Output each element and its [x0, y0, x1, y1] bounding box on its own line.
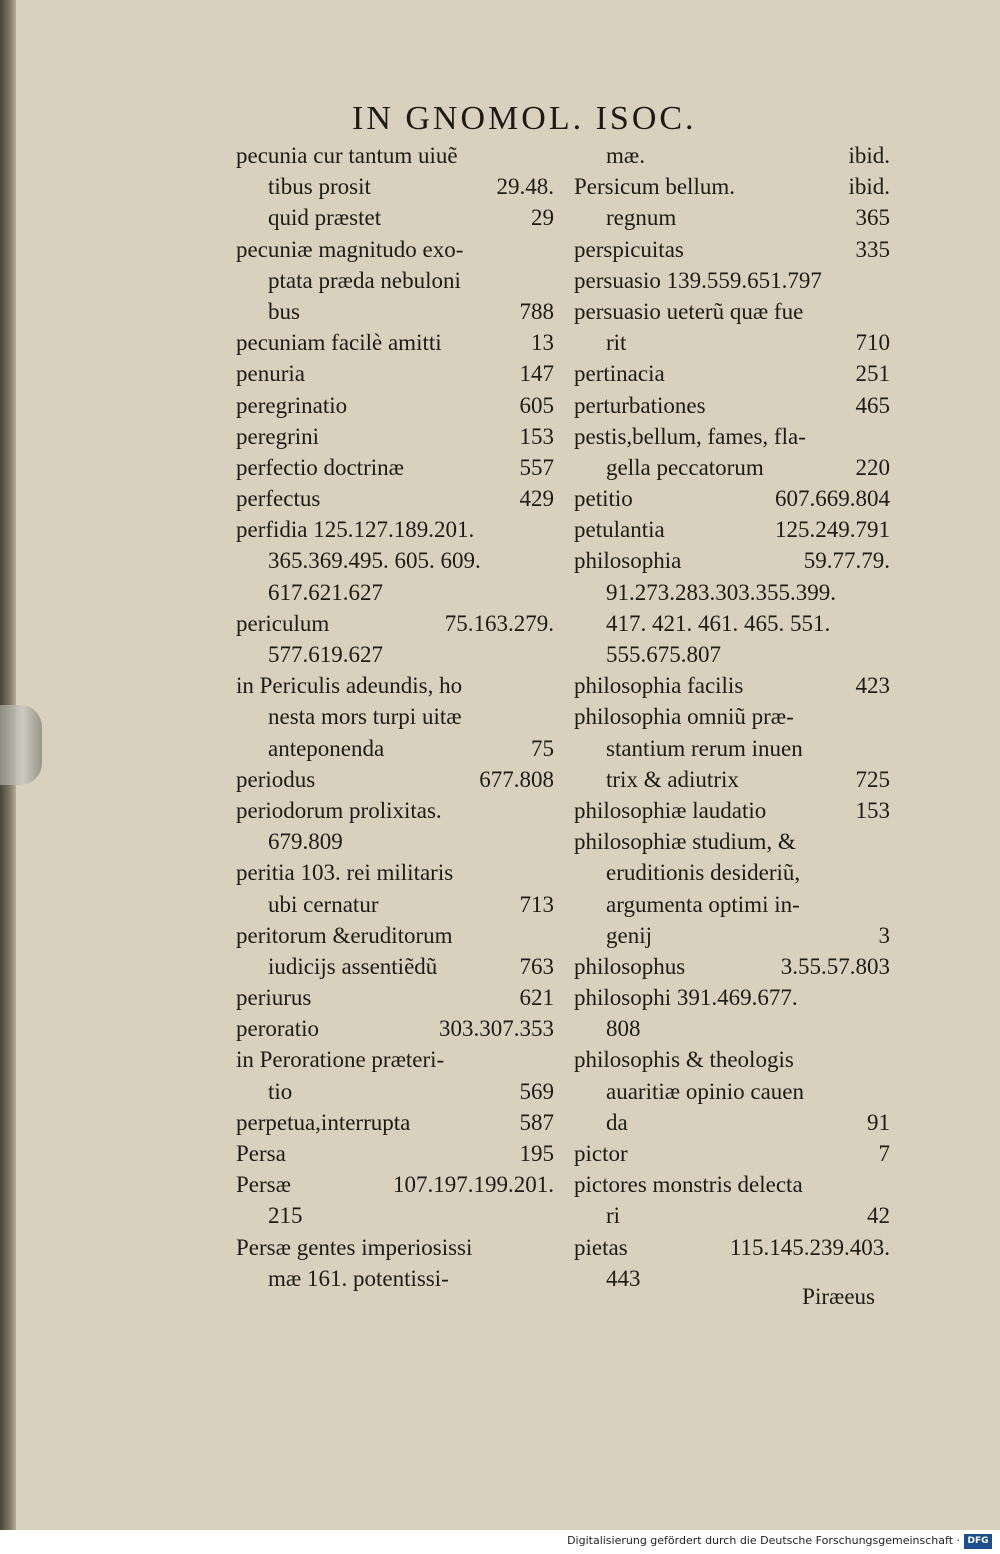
index-entry [236, 545, 554, 576]
index-entry [574, 140, 890, 171]
entry-page-number: 125.249.791 [775, 517, 890, 543]
index-entry [236, 483, 554, 514]
index-entry [236, 296, 554, 327]
entry-page-number: 251 [855, 361, 890, 387]
index-entry [236, 889, 554, 920]
entry-text: iudicijs assentiẽdũ [268, 953, 438, 979]
entry-text: mæ. [606, 143, 645, 168]
index-entry [574, 920, 890, 951]
entry-page-number: 713 [519, 891, 554, 917]
entry-text: da [606, 1109, 628, 1135]
entry-text: ptata præda nebuloni [268, 267, 461, 293]
index-entry [236, 358, 554, 389]
catchword: Piræeus [802, 1284, 875, 1309]
entry-text: periurus [236, 985, 312, 1011]
index-entry [574, 358, 890, 389]
index-entry [574, 390, 890, 421]
index-entry [236, 1076, 554, 1107]
index-entry [236, 1107, 554, 1138]
entry-text: 577.619.627 [268, 642, 383, 667]
index-entry [574, 1200, 890, 1231]
entry-page-number: 42 [867, 1203, 890, 1229]
entry-text: anteponenda [268, 735, 385, 761]
entry-text: persuasio 139.559.651.797 [574, 267, 822, 293]
funding-note: Digitalisierung gefördert durch die Deutsche Forschungsgemeinschaft · [567, 1534, 960, 1547]
entry-page-number: 153 [519, 423, 554, 449]
entry-page-number: 107.197.199.201. [393, 1172, 554, 1198]
entry-page-number: 29.48. [496, 174, 554, 200]
index-column-left [236, 140, 554, 1294]
index-entry [574, 514, 890, 545]
entry-text: peritia 103. rei militaris [236, 860, 454, 886]
entry-text: pictor [574, 1141, 628, 1166]
index-entry [236, 577, 554, 608]
index-entry [574, 1076, 890, 1107]
index-entry [574, 826, 890, 857]
entry-page-number: 587 [519, 1109, 554, 1135]
entry-text: trix & adiutrix [606, 766, 739, 792]
entry-text: Persicum bellum. [574, 174, 735, 200]
index-entry [236, 1232, 554, 1263]
entry-text: philosophi 391.469.677. [574, 985, 798, 1011]
index-entry [574, 982, 890, 1013]
entry-text: pertinacia [574, 361, 665, 387]
entry-text: rit [606, 330, 627, 356]
index-entry [236, 1044, 554, 1075]
entry-text: peregrini [236, 423, 320, 449]
index-entry [574, 265, 890, 296]
entry-page-number: 153 [855, 797, 890, 823]
footer-bar [0, 1530, 1000, 1554]
entry-text: stantium rerum inuen [606, 735, 803, 761]
index-entry [574, 733, 890, 764]
entry-text: tibus prosit [268, 174, 371, 200]
index-entry [236, 265, 554, 296]
index-entry [574, 577, 890, 608]
entry-page-number: 3 [878, 922, 890, 948]
entry-text: Persæ gentes imperiosissi [236, 1234, 473, 1260]
entry-text: ubi cernatur [268, 891, 379, 917]
index-entry [236, 140, 554, 171]
index-entry [236, 826, 554, 857]
entry-page-number: 607.669.804 [775, 486, 890, 512]
index-entry [236, 639, 554, 670]
index-entry [574, 608, 890, 639]
entry-text: 617.621.627 [268, 579, 383, 605]
entry-text: auaritiæ opinio cauen [606, 1078, 804, 1104]
index-entry [574, 670, 890, 701]
index-entry [574, 202, 890, 233]
index-entry [236, 234, 554, 265]
entry-page-number: 59.77.79. [803, 548, 890, 574]
index-entry [574, 296, 890, 327]
entry-text: genij [606, 922, 652, 948]
entry-text: mæ 161. potentissi- [268, 1265, 449, 1291]
entry-page-number: 557 [519, 454, 554, 480]
entry-text: pecunia cur tantum uiuẽ [236, 143, 458, 168]
entry-text: pecuniam facilè amitti [236, 330, 442, 356]
entry-page-number: 29 [531, 205, 554, 231]
entry-page-number: 75.163.279. [444, 610, 554, 636]
index-entry [236, 1013, 554, 1044]
index-entry [236, 327, 554, 358]
entry-page-number: 429 [519, 486, 554, 512]
entry-page-number: 788 [519, 298, 554, 324]
index-entry [236, 514, 554, 545]
entry-text: 215 [268, 1203, 303, 1229]
entry-text: peregrinatio [236, 392, 348, 418]
entry-text: gella peccatorum [606, 454, 764, 480]
entry-text: petulantia [574, 517, 665, 543]
entry-page-number: ibid. [848, 174, 890, 200]
index-entry [236, 452, 554, 483]
index-entry [236, 202, 554, 233]
dfg-logo: DFG [964, 1534, 992, 1549]
entry-page-number: 303.307.353 [439, 1016, 554, 1042]
entry-text: in Periculis adeundis, ho [236, 673, 463, 699]
entry-text: regnum [606, 205, 677, 231]
index-entry [236, 171, 554, 202]
entry-text: philosophiæ laudatio [574, 797, 767, 823]
index-entry [574, 889, 890, 920]
entry-text: peritorum &eruditorum [236, 922, 453, 948]
entry-text: persuasio ueterũ quæ fue [574, 298, 804, 324]
entry-page-number: 147 [519, 361, 554, 387]
index-entry [574, 857, 890, 888]
entry-page-number: 465 [855, 392, 890, 418]
entry-page-number: 91 [867, 1109, 890, 1135]
index-entry [236, 701, 554, 732]
index-entry [236, 982, 554, 1013]
entry-page-number: ibid. [848, 143, 890, 168]
index-entry [574, 1013, 890, 1044]
entry-page-number: 569 [519, 1078, 554, 1104]
entry-text: ri [606, 1203, 621, 1229]
entry-text: bus [268, 298, 300, 324]
entry-text: penuria [236, 361, 305, 387]
index-entry [574, 1044, 890, 1075]
index-entry [236, 920, 554, 951]
entry-text: periodorum prolixitas. [236, 797, 442, 823]
entry-text: pictores monstris delecta [574, 1172, 803, 1198]
index-entry [236, 951, 554, 982]
entry-text: philosophia facilis [574, 673, 744, 699]
entry-text: 443 [606, 1265, 641, 1291]
entry-text: 555.675.807 [606, 642, 721, 667]
entry-page-number: 725 [855, 766, 890, 792]
index-entry [574, 421, 890, 452]
index-entry [236, 733, 554, 764]
index-entry [236, 1263, 554, 1294]
entry-text: 679.809 [268, 829, 343, 855]
entry-text: philosophus [574, 953, 686, 979]
entry-page-number: 13 [531, 330, 554, 356]
entry-text: perpetua,interrupta [236, 1109, 411, 1135]
entry-page-number: 335 [855, 236, 890, 262]
entry-text: Persæ [236, 1172, 291, 1198]
entry-page-number: 75 [531, 735, 554, 761]
entry-text: pietas [574, 1234, 628, 1260]
index-entry [574, 795, 890, 826]
entry-text: 808 [606, 1016, 641, 1042]
entry-text: 365.369.495. 605. 609. [268, 548, 481, 574]
entry-text: eruditionis desideriũ, [606, 860, 801, 886]
entry-text: in Peroratione præteri- [236, 1047, 445, 1073]
entry-text: philosophiæ studium, & [574, 829, 796, 855]
entry-text: perturbationes [574, 392, 706, 418]
index-entry [236, 390, 554, 421]
index-entry [574, 327, 890, 358]
entry-text: perfectus [236, 486, 321, 512]
entry-page-number: 677.808 [479, 766, 554, 792]
entry-page-number: 710 [855, 330, 890, 356]
entry-text: 91.273.283.303.355.399. [606, 579, 836, 605]
index-entry [574, 951, 890, 982]
index-entry [574, 1232, 890, 1263]
index-entry [574, 1138, 890, 1169]
entry-text: philosophis & theologis [574, 1047, 794, 1073]
entry-page-number: 621 [519, 985, 554, 1011]
running-header: IN GNOMOL. ISOC. [352, 100, 697, 137]
index-entry [236, 608, 554, 639]
index-entry [574, 452, 890, 483]
index-entry [236, 421, 554, 452]
index-entry [574, 171, 890, 202]
entry-text: perfidia 125.127.189.201. [236, 517, 475, 543]
entry-page-number: 365 [855, 205, 890, 231]
entry-text: tio [268, 1078, 293, 1104]
entry-page-number: 115.145.239.403. [729, 1234, 890, 1260]
index-entry [574, 639, 890, 670]
entry-text: philosophia [574, 548, 682, 574]
index-entry [574, 1107, 890, 1138]
entry-page-number: 3.55.57.803 [780, 953, 890, 979]
entry-text: petitio [574, 486, 633, 512]
entry-text: pestis,bellum, fames, fla- [574, 423, 806, 449]
entry-text: quid præstet [268, 205, 382, 231]
index-entry [574, 545, 890, 576]
index-entry [574, 483, 890, 514]
entry-page-number: 605 [519, 392, 554, 418]
index-entry [236, 1138, 554, 1169]
entry-page-number: 423 [855, 673, 890, 699]
entry-text: peroratio [236, 1016, 320, 1042]
entry-text: nesta mors turpi uitæ [268, 704, 462, 730]
index-entry [236, 1200, 554, 1231]
index-entry [574, 1169, 890, 1200]
entry-text: perspicuitas [574, 236, 684, 262]
index-entry [574, 764, 890, 795]
entry-text: 417. 421. 461. 465. 551. [606, 610, 831, 636]
entry-text: perfectio doctrinæ [236, 454, 404, 480]
entry-text: periculum [236, 610, 330, 636]
entry-text: philosophia omniũ præ- [574, 704, 794, 730]
page-clip [0, 705, 42, 785]
entry-page-number: 7 [878, 1141, 890, 1166]
index-entry [236, 795, 554, 826]
entry-page-number: 195 [519, 1141, 554, 1166]
index-column-right [574, 140, 890, 1294]
entry-text: periodus [236, 766, 316, 792]
index-entry [574, 234, 890, 265]
index-entry [236, 857, 554, 888]
index-entry [574, 701, 890, 732]
entry-page-number: 763 [519, 953, 554, 979]
entry-page-number: 220 [855, 454, 890, 480]
entry-text: Persa [236, 1141, 286, 1166]
index-entry [236, 764, 554, 795]
entry-text: pecuniæ magnitudo exo- [236, 236, 464, 262]
index-entry [236, 1169, 554, 1200]
index-entry [236, 670, 554, 701]
entry-text: argumenta optimi in- [606, 891, 800, 917]
